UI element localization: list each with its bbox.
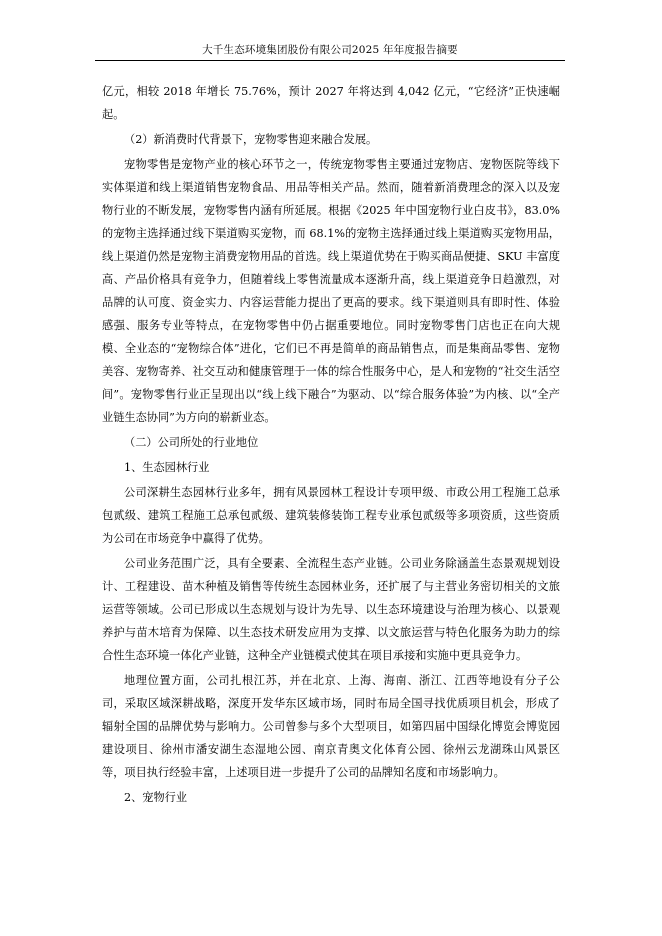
subheading-pet-retail: （2）新消费时代背景下，宠物零售迎来融合发展。 — [124, 133, 378, 146]
paragraph-business-scope: 公司业务范围广泛，具有全要素、全流程生态产业链。公司业务除涵盖生态景观规划设计、工程建设、苗木种植及销售等传统生态园林业务，还扩展了与主营业务密切相关的文旅运营等领域。公司已形成以生态规划与设计为先导、以生态环境建设与治理为核心、以景观养护与苗木培育为保障、以生态技术研发应用为支撑、以文旅运营与特色化服务为助力的综合性生态环境一体化产业链，这种全产业链模式使其在项目承接和实施中更具竞争力。 — [102, 557, 560, 662]
subheading-pet-industry: 2、宠物行业 — [124, 791, 188, 804]
paragraph-market-size: 亿元，相较 2018 年增长 75.76%，预计 2027 年将达到 4,042 亿元，“它经济”正快速崛起。 — [102, 85, 560, 121]
header-divider — [95, 60, 565, 61]
paragraph-geography: 地理位置方面，公司扎根江苏，并在北京、上海、海南、浙江、江西等地设有分子公司，采取区域深耕战略，深度开发华东区域市场，同时布局全国寻找优质项目机会，形成了辐射全国的品牌优势与影响力。公司曾参与多个大型项目，如第四届中国绿化博览会博览园建设项目、徐州市潘安湖生态湿地公园、南京青奥文化体育公园、徐州云龙湖珠山风景区等，项目执行经验丰富，上述项目进一步提升了公司的品牌知名度和市场影响力。 — [102, 674, 560, 779]
subheading-eco-landscape: 1、生态园林行业 — [124, 461, 210, 474]
paragraph-qualifications: 公司深耕生态园林行业多年，拥有风景园林工程设计专项甲级、市政公用工程施工总承包贰级、建筑工程施工总承包贰级、建筑装修装饰工程专业承包贰级等多项资质，这些资质为公司在市场竞争中赢得了优势。 — [102, 486, 560, 545]
document-body — [102, 80, 560, 809]
paragraph-pet-retail: 宠物零售是宠物产业的核心环节之一，传统宠物零售主要通过宠物店、宠物医院等线下实体渠道和线上渠道销售宠物食品、用品等相关产品。然而，随着新消费理念的深入以及宠物行业的不断发展，宠物零售内涵有所延展。根据《2025 年中国宠物行业白皮书》，83.0%的宠物主选择通过线下渠道购买宠物，而 68.1%的宠物主选择通过线上渠道购买宠物用品，线上渠道仍然是宠物主消费宠物用品的首选。线上渠道优势在于购买商品便捷、SKU 丰富度高、产品价格具有竞争力，但随着线上零售流量成本逐渐升高，线上渠道竞争日趋激烈，对品牌的认可度、资金实力、内容运营能力提出了更高的要求。线下渠道则具有即时性、体验感强、服务专业等特点，在宠物零售中仍占据重要地位。同时宠物零售门店也正在向大规模、全业态的“宠物综合体”进化，它们已不再是简单的商品销售点，而是集商品零售、宠物美容、宠物寄养、社交互动和健康管理于一体的综合性服务中心，是人和宠物的“社交生活空间”。宠物零售行业正呈现出以“线上线下融合”为驱动、以“综合服务体验”为内核、以“全产业链生态协同”为方向的崭新业态。 — [102, 158, 560, 424]
section-heading-industry-position: （二）公司所处的行业地位 — [124, 436, 259, 449]
page-header: 大千生态环境集团股份有限公司2025 年年度报告摘要 — [202, 44, 458, 56]
